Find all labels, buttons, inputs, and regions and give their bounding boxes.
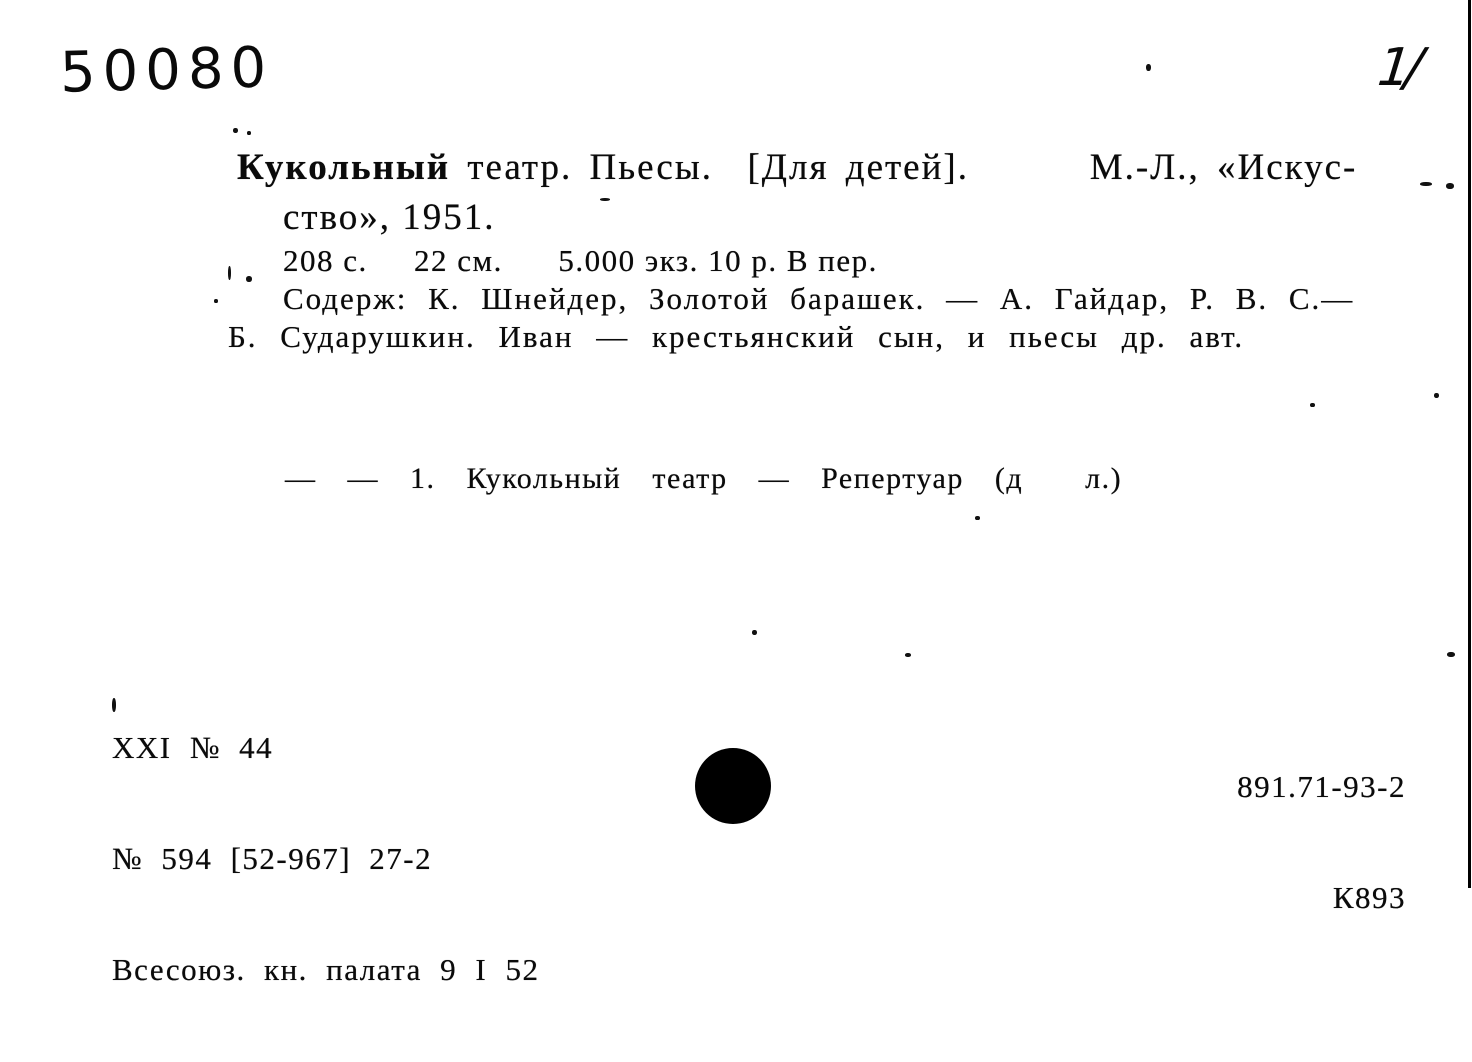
accession-number: 50080 — [59, 35, 274, 106]
scan-speck — [246, 276, 252, 282]
footer-left-block — [112, 655, 539, 1062]
punch-hole — [695, 748, 771, 824]
scan-speck — [975, 516, 980, 520]
scan-edge-line — [1468, 0, 1471, 888]
scan-speck — [228, 266, 231, 280]
footer-series-number: XXI № 44 — [112, 730, 274, 765]
scan-speck — [1146, 64, 1151, 71]
footer-book-chamber-line: Всесоюз. кн. палата 9 I 52 — [112, 952, 540, 987]
subject-tracing-line: — — 1. Кукольный театр — Репертуар (д л.) — [285, 462, 1123, 495]
title-line-1 — [237, 146, 1357, 189]
title-line-2: ство», 1951. — [283, 197, 496, 238]
corner-handwritten-mark: 1/ — [1374, 38, 1420, 98]
footer-card-number: № 594 [52-967] 27-2 — [112, 841, 433, 876]
scan-speck — [112, 698, 116, 712]
contents-line-2: Б. Сударушкин. Иван — крестьянский сын, и пьесы др. авт. — [228, 319, 1245, 354]
contents-line-1: Содерж: К. Шнейдер, Золотой барашек. — А. Гайдар, Р. В. С.— — [283, 281, 1355, 316]
title-heading-word: Кукольный — [237, 147, 451, 188]
footer-right-block — [1237, 694, 1406, 990]
scan-speck — [233, 128, 238, 133]
scan-speck — [1446, 183, 1454, 189]
scan-speck — [1310, 403, 1315, 407]
scan-speck — [752, 630, 757, 635]
scan-speck — [214, 299, 218, 303]
scan-speck — [1420, 182, 1432, 186]
classification-number: 891.71-93-2 — [1237, 769, 1406, 804]
scan-speck — [905, 653, 911, 657]
scan-speck — [600, 198, 610, 201]
author-cutter-number: К893 — [1332, 880, 1406, 915]
title-line-1-rest: театр. Пьесы. [Для детей]. М.-Л., «Искус- — [450, 147, 1358, 188]
scan-speck — [1434, 393, 1439, 398]
collation-line: 208 с. 22 см. 5.000 экз. 10 р. В пер. — [283, 243, 878, 278]
scan-speck — [1447, 652, 1455, 657]
scan-speck — [247, 131, 251, 135]
